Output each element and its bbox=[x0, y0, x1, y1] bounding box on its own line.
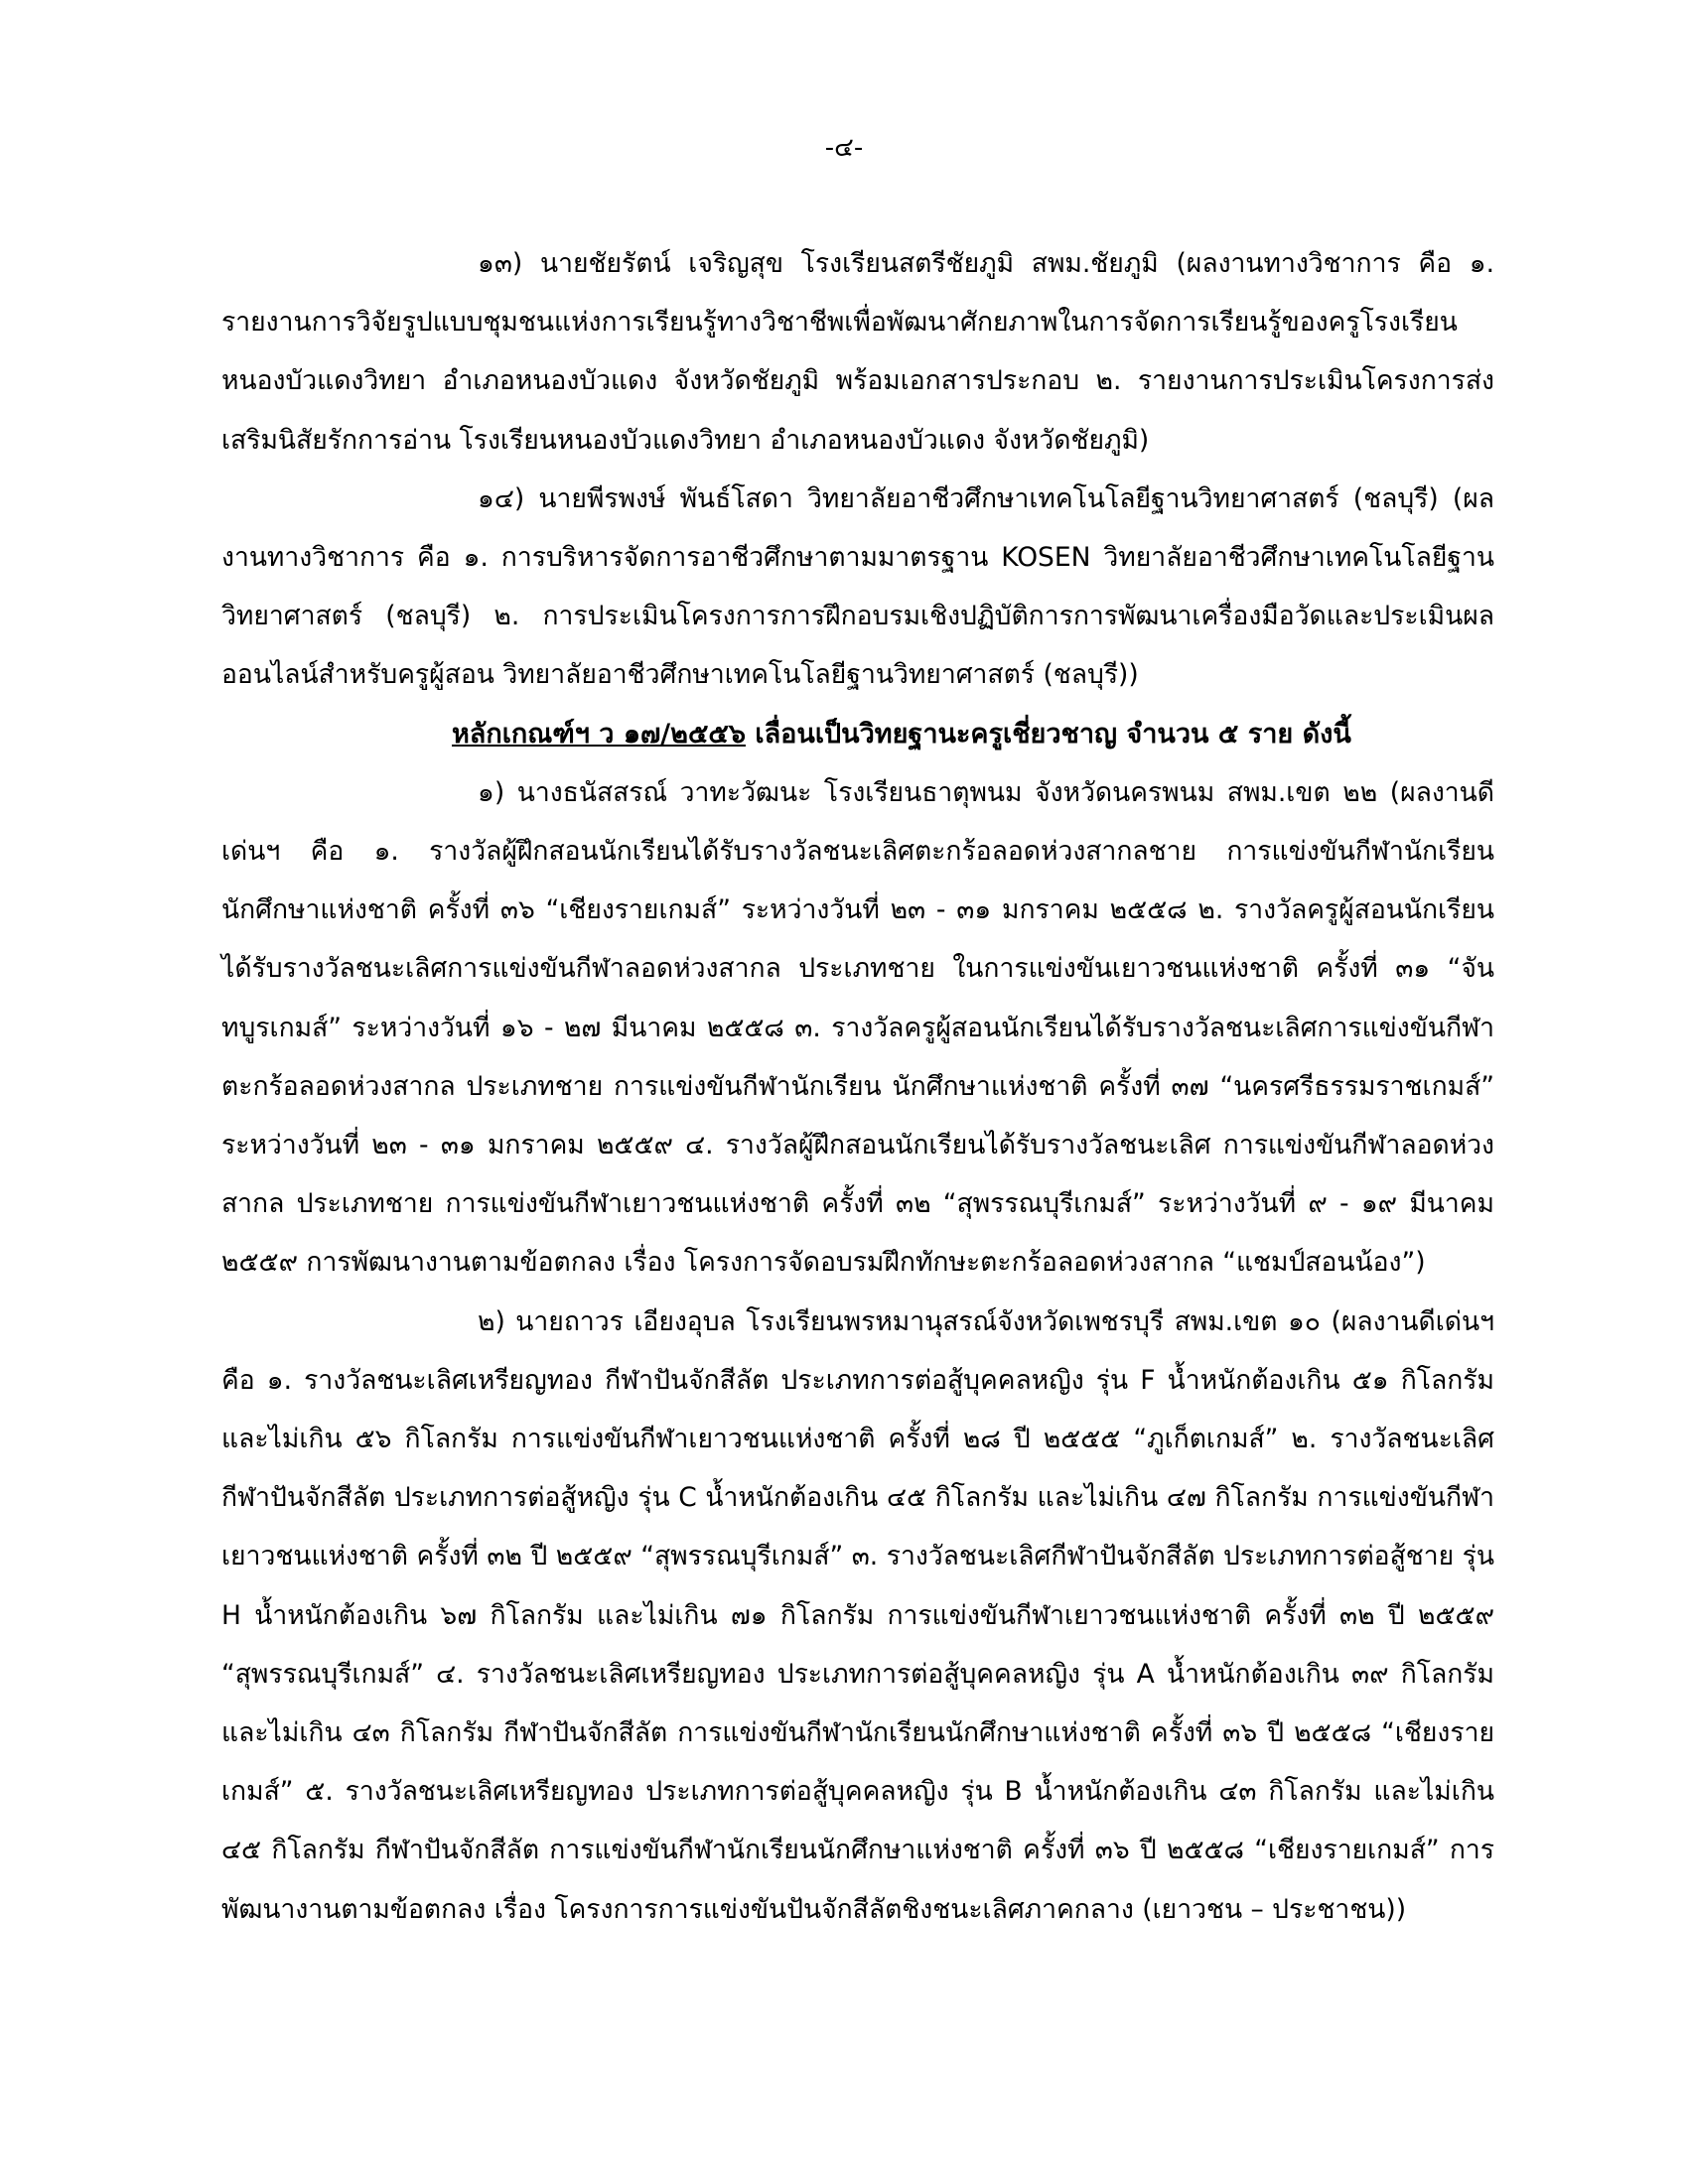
section-heading-criteria: หลักเกณฑ์ฯ ว ๑๗/๒๕๕๖ bbox=[452, 718, 746, 750]
section-heading bbox=[221, 705, 1494, 763]
paragraph-item-1: ๑) นางธนัสสรณ์ วาทะวัฒนะ โรงเรียนธาตุพนม จังหวัดนครพนม สพม.เขต ๒๒ (ผลงานดีเด่นฯ คือ ๑. รางวัลผู้ฝึกสอนนักเรียนได้รับรางวัลชนะเลิศตะกร้อลอดห่วงสากลชาย การแข่งขันกีฬานักเรียน นักศึกษาแห่งชาติ ครั้งที่ ๓๖ “เชียงรายเกมส์” ระหว่างวันที่ ๒๓ - ๓๑ มกราคม ๒๕๕๘ ๒. รางวัลครูผู้สอนนักเรียนได้รับรางวัลชนะเลิศการแข่งขันกีฬาลอดห่วงสากล ประเภทชาย ในการแข่งขันเยาวชนแห่งชาติ ครั้งที่ ๓๑ “จันทบูรเกมส์” ระหว่างวันที่ ๑๖ - ๒๗ มีนาคม ๒๕๕๘ ๓. รางวัลครูผู้สอนนักเรียนได้รับรางวัลชนะเลิศการแข่งขันกีฬาตะกร้อลอดห่วงสากล ประเภทชาย การแข่งขันกีฬานักเรียน นักศึกษาแห่งชาติ ครั้งที่ ๓๗ “นครศรีธรรมราชเกมส์” ระหว่างวันที่ ๒๓ - ๓๑ มกราคม ๒๕๕๙ ๔. รางวัลผู้ฝึกสอนนักเรียนได้รับรางวัลชนะเลิศ การแข่งขันกีฬาลอดห่วงสากล ประเภทชาย การแข่งขันกีฬาเยาวชนแห่งชาติ ครั้งที่ ๓๒ “สุพรรณบุรีเกมส์” ระหว่างวันที่ ๙ - ๑๙ มีนาคม ๒๕๕๙ การพัฒนางานตามข้อตกลง เรื่อง โครงการจัดอบรมฝึกทักษะตะกร้อลอดห่วงสากล “แชมป์สอนน้อง”) bbox=[221, 776, 1494, 1279]
paragraph-item-14: ๑๔) นายพีรพงษ์ พันธ์โสดา วิทยาลัยอาชีวศึกษาเทคโนโลยีฐานวิทยาศาสตร์ (ชลบุรี) (ผลงานทางวิชาการ คือ ๑. การบริหารจัดการอาชีวศึกษาตามมาตรฐาน KOSEN วิทยาลัยอาชีวศึกษาเทคโนโลยีฐานวิทยาศาสตร์ (ชลบุรี) ๒. การประเมินโครงการการฝึกอบรมเชิงปฏิบัติการการพัฒนาเครื่องมือวัดและประเมินผลออนไลน์สำหรับครูผู้สอน วิทยาลัยอาชีวศึกษาเทคโนโลยีฐานวิทยาศาสตร์ (ชลบุรี)) bbox=[221, 482, 1494, 691]
section-heading-text: เลื่อนเป็นวิทยฐานะครูเชี่ยวชาญ จำนวน ๕ ราย ดังนี้ bbox=[745, 718, 1351, 750]
paragraph-item-13: ๑๓) นายชัยรัตน์ เจริญสุข โรงเรียนสตรีชัยภูมิ สพม.ชัยภูมิ (ผลงานทางวิชาการ คือ ๑. รายงานการวิจัยรูปแบบชุมชนแห่งการเรียนรู้ทางวิชาชีพเพื่อพัฒนาศักยภาพในการจัดการเรียนรู้ของครูโรงเรียนหนองบัวแดงวิทยา อำเภอหนองบัวแดง จังหวัดชัยภูมิ พร้อมเอกสารประกอบ ๒. รายงานการประเมินโครงการส่งเสริมนิสัยรักการอ่าน โรงเรียนหนองบัวแดงวิทยา อำเภอหนองบัวแดง จังหวัดชัยภูมิ) bbox=[221, 248, 1494, 456]
paragraph-item-2: ๒) นายถาวร เอียงอุบล โรงเรียนพรหมานุสรณ์จังหวัดเพชรบุรี สพม.เขต ๑๐ (ผลงานดีเด่นฯ คือ ๑. รางวัลชนะเลิศเหรียญทอง กีฬาปันจักสีลัต ประเภทการต่อสู้บุคคลหญิง รุ่น F น้ำหนักต้องเกิน ๕๑ กิโลกรัม และไม่เกิน ๕๖ กิโลกรัม การแข่งขันกีฬาเยาวชนแห่งชาติ ครั้งที่ ๒๘ ปี ๒๕๕๕ “ภูเก็ตเกมส์” ๒. รางวัลชนะเลิศกีฬาปันจักสีลัต ประเภทการต่อสู้หญิง รุ่น C น้ำหนักต้องเกิน ๔๕ กิโลกรัม และไม่เกิน ๔๗ กิโลกรัม การแข่งขันกีฬาเยาวชนแห่งชาติ ครั้งที่ ๓๒ ปี ๒๕๕๙ “สุพรรณบุรีเกมส์” ๓. รางวัลชนะเลิศกีฬาปันจักสีลัต ประเภทการต่อสู้ชาย รุ่น H น้ำหนักต้องเกิน ๖๗ กิโลกรัม และไม่เกิน ๗๑ กิโลกรัม การแข่งขันกีฬาเยาวชนแห่งชาติ ครั้งที่ ๓๒ ปี ๒๕๕๙ “สุพรรณบุรีเกมส์” ๔. รางวัลชนะเลิศเหรียญทอง ประเภทการต่อสู้บุคคลหญิง รุ่น A น้ำหนักต้องเกิน ๓๙ กิโลกรัม และไม่เกิน ๔๓ กิโลกรัม กีฬาปันจักสีลัต การแข่งขันกีฬานักเรียนนักศึกษาแห่งชาติ ครั้งที่ ๓๖ ปี ๒๕๕๘ “เชียงรายเกมส์” ๕. รางวัลชนะเลิศเหรียญทอง ประเภทการต่อสู้บุคคลหญิง รุ่น B น้ำหนักต้องเกิน ๔๓ กิโลกรัม และไม่เกิน ๔๕ กิโลกรัม กีฬาปันจักสีลัต การแข่งขันกีฬานักเรียนนักศึกษาแห่งชาติ ครั้งที่ ๓๖ ปี ๒๕๕๘ “เชียงรายเกมส์” การพัฒนางานตามข้อตกลง เรื่อง โครงการการแข่งขันปันจักสีลัตชิงชนะเลิศภาคกลาง (เยาวชน – ประชาชน)) bbox=[221, 1305, 1494, 1925]
document-body bbox=[221, 234, 1494, 1939]
page-number: -๔- bbox=[824, 133, 864, 163]
